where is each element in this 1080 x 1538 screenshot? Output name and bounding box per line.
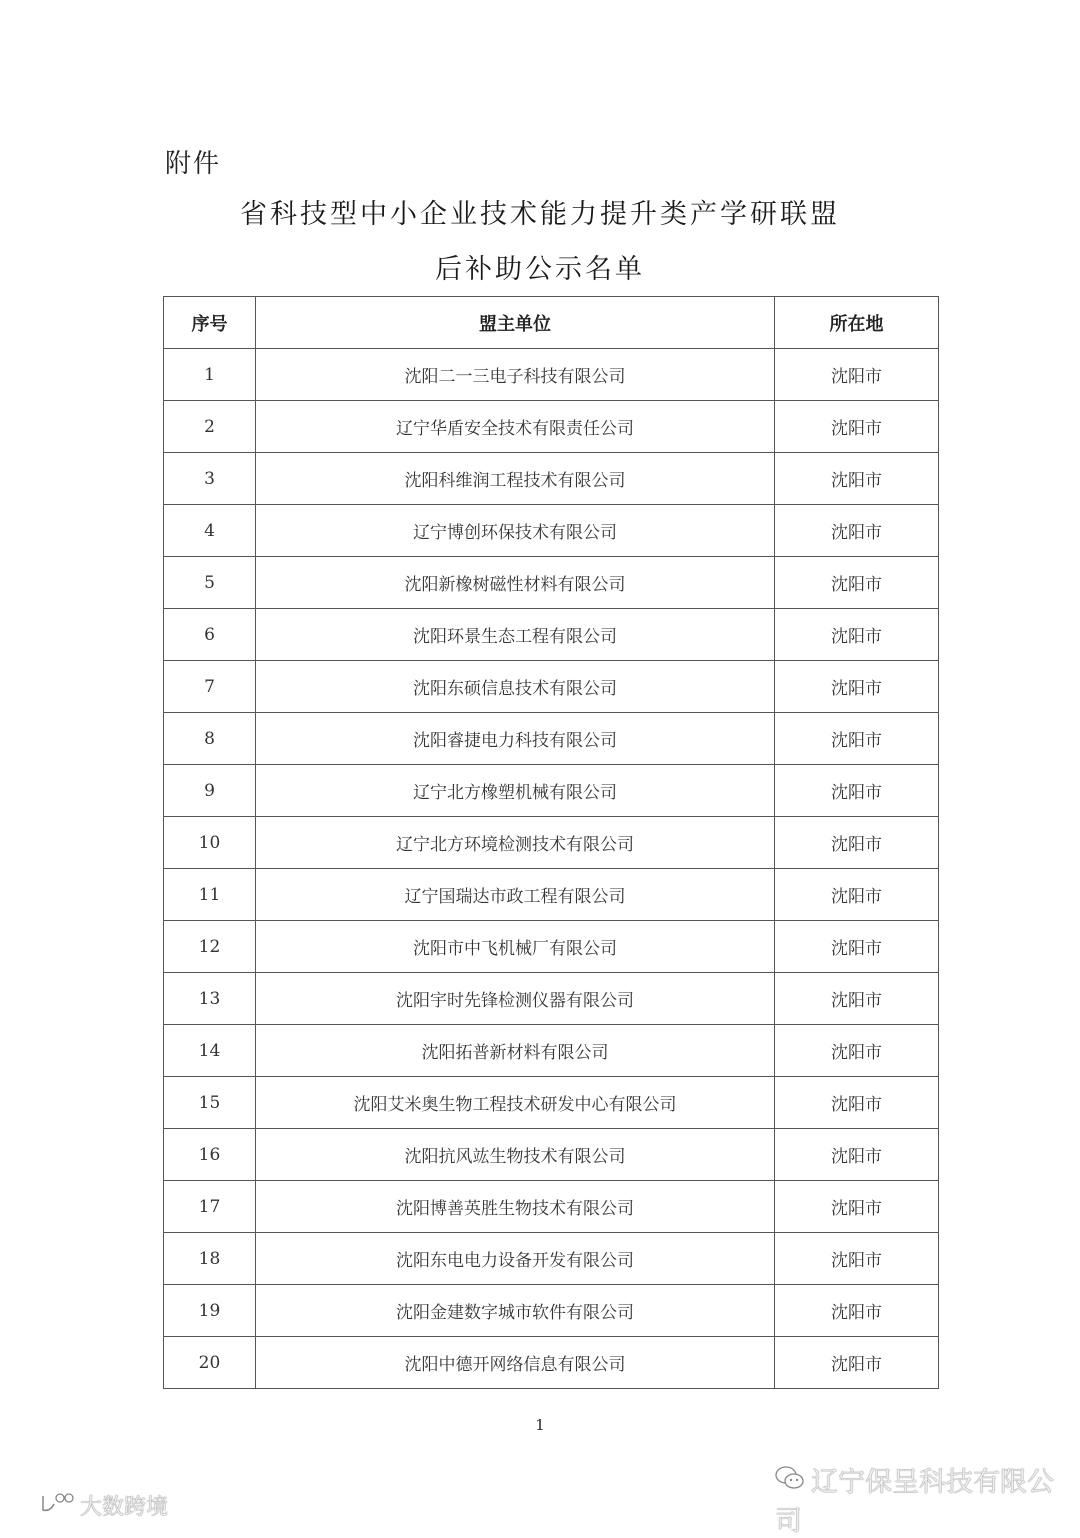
row-index: 1 — [164, 349, 256, 401]
company-name: 辽宁博创环保技术有限公司 — [256, 505, 775, 557]
row-index: 19 — [164, 1285, 256, 1337]
location: 沈阳市 — [775, 1129, 939, 1181]
source-name: 大数跨境 — [80, 1495, 169, 1520]
row-index: 6 — [164, 609, 256, 661]
table-row — [164, 401, 939, 453]
table-row — [164, 869, 939, 921]
document-title: 省科技型中小企业技术能力提升类产学研联盟 — [240, 199, 840, 230]
table-row — [164, 713, 939, 765]
company-name: 沈阳艾米奥生物工程技术研发中心有限公司 — [256, 1077, 775, 1129]
location: 沈阳市 — [775, 973, 939, 1025]
location: 沈阳市 — [775, 557, 939, 609]
location: 沈阳市 — [775, 453, 939, 505]
location: 沈阳市 — [775, 505, 939, 557]
company-name: 辽宁华盾安全技术有限责任公司 — [256, 401, 775, 453]
company-name: 沈阳新橡树磁性材料有限公司 — [256, 557, 775, 609]
company-name: 沈阳金建数字城市软件有限公司 — [256, 1285, 775, 1337]
company-name: 沈阳东硕信息技术有限公司 — [256, 661, 775, 713]
table-row — [164, 661, 939, 713]
company-name: 沈阳抗风竑生物技术有限公司 — [256, 1129, 775, 1181]
company-name: 沈阳中德开网络信息有限公司 — [256, 1337, 775, 1389]
company-name: 沈阳环景生态工程有限公司 — [256, 609, 775, 661]
row-index: 2 — [164, 401, 256, 453]
location: 沈阳市 — [775, 869, 939, 921]
wechat-icon — [775, 1465, 805, 1498]
row-index: 3 — [164, 453, 256, 505]
company-name: 沈阳科维润工程技术有限公司 — [256, 453, 775, 505]
header-company: 盟主单位 — [256, 297, 775, 349]
location: 沈阳市 — [775, 817, 939, 869]
company-name: 沈阳宇时先锋检测仪器有限公司 — [256, 973, 775, 1025]
row-index: 14 — [164, 1025, 256, 1077]
table-row — [164, 765, 939, 817]
row-index: 8 — [164, 713, 256, 765]
location: 沈阳市 — [775, 1077, 939, 1129]
document-subtitle: 后补助公示名单 — [435, 254, 645, 285]
header-index: 序号 — [164, 297, 256, 349]
header-location: 所在地 — [775, 297, 939, 349]
location: 沈阳市 — [775, 1181, 939, 1233]
table-row — [164, 453, 939, 505]
table-row — [164, 817, 939, 869]
company-name: 辽宁国瑞达市政工程有限公司 — [256, 869, 775, 921]
table-row — [164, 1233, 939, 1285]
row-index: 12 — [164, 921, 256, 973]
table-header-row — [164, 297, 939, 349]
company-name: 沈阳睿捷电力科技有限公司 — [256, 713, 775, 765]
table-row — [164, 1181, 939, 1233]
location: 沈阳市 — [775, 1025, 939, 1077]
table-row — [164, 1077, 939, 1129]
table-row — [164, 505, 939, 557]
location: 沈阳市 — [775, 713, 939, 765]
company-name: 沈阳博善英胜生物技术有限公司 — [256, 1181, 775, 1233]
company-name: 沈阳市中飞机械厂有限公司 — [256, 921, 775, 973]
location: 沈阳市 — [775, 1285, 939, 1337]
table-row — [164, 1337, 939, 1389]
table-row — [164, 609, 939, 661]
row-index: 18 — [164, 1233, 256, 1285]
row-index: 9 — [164, 765, 256, 817]
row-index: 10 — [164, 817, 256, 869]
table-row — [164, 1285, 939, 1337]
row-index: 15 — [164, 1077, 256, 1129]
table-row — [164, 349, 939, 401]
company-name: 辽宁北方环境检测技术有限公司 — [256, 817, 775, 869]
row-index: 17 — [164, 1181, 256, 1233]
company-name: 沈阳东电电力设备开发有限公司 — [256, 1233, 775, 1285]
wechat-watermark — [775, 1460, 1080, 1538]
row-index: 11 — [164, 869, 256, 921]
location: 沈阳市 — [775, 401, 939, 453]
company-name: 辽宁北方橡塑机械有限公司 — [256, 765, 775, 817]
company-name: 沈阳二一三电子科技有限公司 — [256, 349, 775, 401]
company-name: 沈阳拓普新材料有限公司 — [256, 1025, 775, 1077]
row-index: 13 — [164, 973, 256, 1025]
row-index: 20 — [164, 1337, 256, 1389]
row-index: 16 — [164, 1129, 256, 1181]
location: 沈阳市 — [775, 609, 939, 661]
location: 沈阳市 — [775, 349, 939, 401]
location: 沈阳市 — [775, 921, 939, 973]
location: 沈阳市 — [775, 1233, 939, 1285]
table-row — [164, 921, 939, 973]
table-row — [164, 973, 939, 1025]
enterprise-table — [163, 296, 939, 1389]
row-index: 4 — [164, 505, 256, 557]
row-index: 7 — [164, 661, 256, 713]
row-index: 5 — [164, 557, 256, 609]
table-row — [164, 557, 939, 609]
location: 沈阳市 — [775, 1337, 939, 1389]
source-watermark — [40, 1490, 168, 1521]
wechat-account-name: 辽宁保呈科技有限公司 — [775, 1467, 1054, 1537]
logo-icon — [40, 1492, 74, 1520]
location: 沈阳市 — [775, 765, 939, 817]
table-row — [164, 1129, 939, 1181]
location: 沈阳市 — [775, 661, 939, 713]
table-row — [164, 1025, 939, 1077]
attachment-label: 附件 — [165, 149, 222, 179]
page-number: 1 — [535, 1416, 545, 1434]
